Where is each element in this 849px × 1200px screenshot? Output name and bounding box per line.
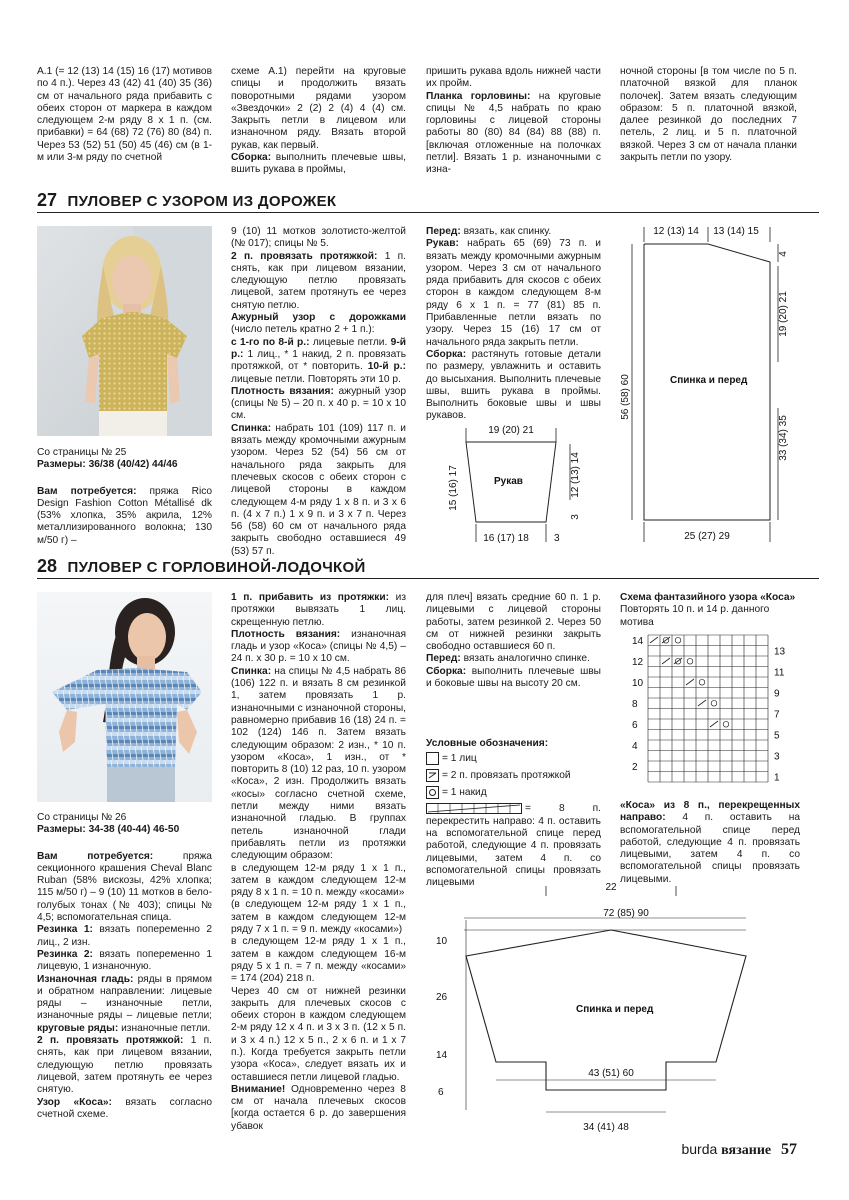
scheme-header: Схема фантазийного узора «Коса» Повторять 10 п. и 14 р. данного мотива <box>620 592 796 628</box>
s27-col-3: Перед: вязать, как спинку. Рукав: набрать 65 (69) 73 п. и вязать между кромочными ажурным узором. Через 3 см от начального ряда прибавить для скосов с обеих сторон в каждом следующем 8-м ряду 6 х 1 п. = 77 (81) 85 п. Прибавленные петли вязать по узору. Через 15 (16) 17 см от начального ряда закрыть петли. Сборка: растянуть готовые детали по размеру, увлажнить и оставить до высыхания. Выполнить плечевые швы, вшить рукава в проймы. Выполнить боковые швы и швы рукавов. <box>426 226 601 422</box>
source-ref: Со страницы № 26 <box>37 812 127 823</box>
source-ref: Со страницы № 25 <box>37 447 127 458</box>
decrease-mark <box>710 721 718 727</box>
section-title: ПУЛОВЕР С ГОРЛОВИНОЙ-ЛОДОЧКОЙ <box>67 559 366 576</box>
dim-top-1: 12 (13) 14 <box>653 226 699 237</box>
body-label: Спинка и перед <box>670 375 748 386</box>
section-28-header <box>37 556 819 579</box>
row-number-left: 6 <box>632 720 638 731</box>
row-number-left: 4 <box>632 741 638 752</box>
decrease-symbol-icon <box>426 769 439 782</box>
kosa-note: «Коса» из 8 п., перекрещенных направо: 4 п. оставить на вспомогательной спице перед работой, следующие 4 п. провязать лицевыми, затем 4 п. со вспомогательной спицы провязать лицевыми. <box>620 800 800 885</box>
dim-right: 12 (13) 14 <box>570 452 581 498</box>
row-number-left: 10 <box>632 678 644 689</box>
legend-title: Условные обозначения: <box>426 738 549 749</box>
row-number-left: 12 <box>632 657 644 668</box>
row-number-right: 1 <box>774 772 780 784</box>
dim-left: 56 (58) 60 <box>620 374 631 420</box>
brand-name: burda <box>681 1141 718 1157</box>
yarn-over-mark <box>675 637 681 643</box>
s27-col-2: 9 (10) 11 мотков золотисто-желтой (№ 017); спицы № 5. 2 п. провязать протяжкой: 1 п. снять, как при лицевом вязании, следующую петлю провязать лицевой, затем протянуть ее через снятую петлю. Ажурный узор с дорожками (число петель кратно 2 + 1 п.): с 1-го по 8-й р.: лицевые петли. 9-й р.: 1 лиц., * 1 накид, 2 п. провязать протяжкой, от * повторить. 10-й р.: лицевые петли. Повторять эти 10 р. Плотность вязания: ажурный узор (спицы № 5) – 20 п. x 40 р. = 10 x 10 см. Спинка: набрать 101 (109) 117 п. и вязать между кромочными ажурным узором. Через 52 (54) 56 см от начального ряда закрыть для плечевых скосов с обеих сторон с лицевой стороны в каждом следующем 4-м ряду 1 х 8 п. и 3 х 6 п. (4 х 7 п.) 1 х 9 п. и 3 х 7 п. Через 56 (58) 60 см от начального ряда закрыть свободно оставшиеся 49 (53) 57 п. <box>231 226 406 557</box>
row-number-right: 11 <box>774 667 785 679</box>
legend-item: = 1 лиц <box>426 752 601 765</box>
cable-symbol-icon <box>426 803 522 814</box>
decrease-mark <box>662 658 670 664</box>
row-number-left: 8 <box>632 699 638 710</box>
sweater-photo-27 <box>37 226 212 436</box>
body-diagram-28 <box>426 880 796 1140</box>
dim-bottom-r: 3 <box>554 533 560 544</box>
row-number-left: 2 <box>632 762 638 773</box>
page-footer <box>681 1141 797 1159</box>
dim-left: 15 (16) 17 <box>448 465 459 511</box>
legend <box>426 738 601 890</box>
dim-small: 3 <box>570 514 581 520</box>
s27-intro: Со страницы № 25 Размеры: 36/38 (40/42) 44/46 Вам потребуется: пряжа Rico Design Fashion Cotton Métallisé dk (53% хлопка, 35% акрила, 12% металлизированного волокна; 130 м/50 г) – <box>37 447 212 546</box>
yarn-over-mark <box>711 700 717 706</box>
s28-intro: Со страницы № 26 Размеры: 34-38 (40-44) 46-50 Вам потребуется: пряжа секционного крашения Cheval Blanc Ruban (58% вискозы, 42% хлопка; 115 м/50 г) – 9 (10) 11 мотков в бело-голубых тонах (№ 403); спицы № 4,5; вспомогательная спица. Резинка 1: вязать попеременно 2 лиц., 2 изн. Резинка 2: вязать попеременно 1 лицевую, 1 изнаночную. Изнаночная гладь: ряды в прямом и обратном направлении: лицевые ряды – изнаночные петли, изнаночные ряды – лицевые петли; круговые ряды: изнаночные петли. 2 п. провязать протяжкой: 1 п. снять, как при лицевом вязании, следующую петлю провязать лицевой, затем протянуть ее через снятую. Узор «Коса»: вязать согласно счетной схеме. <box>37 812 213 1120</box>
decrease-mark <box>698 700 706 706</box>
top-col-4: ночной стороны [в том числе по 5 п. платочной вязкой для планок полочек]. Затем вязать следующим образом: 5 п. платочной вязкой, далее резинкой до последних 7 петель, 2 лиц. и 5 п. платочной вязкой. Через 3 см от начала планки закрыть петли по узору. <box>620 66 797 164</box>
dim-top: 22 <box>605 882 617 893</box>
dim-r1: 4 <box>778 251 789 257</box>
row-number-right: 9 <box>774 688 780 700</box>
dim-bottom: 16 (17) 18 <box>483 533 529 544</box>
top-col-3: пришить рукава вдоль нижней части их пройм. Планка горловины: на круговые спицы № 4,5 набрать по краю горловины с лицевой стороны работы 80 (80) 84 (84) 88 (88) п. [включая отложенные на полочках петли]. Вязать 1 р. изнаночными с изна- <box>426 66 601 176</box>
s28-col-2: 1 п. прибавить из протяжки: из протяжки вывязать 1 лиц. скрещенную петлю. Плотность вязания: изнаночная гладь и узор «Коса» (спицы № 4,5) – 24 п. x 30 р. = 10 x 10 см. Спинка: на спицы № 4,5 набрать 86 (106) 122 п. и вязать 8 см резинкой 1, затем провязать 1 р. изнаночными с изнаночной стороны, равномерно прибавив 16 (18) 24 п. = 102 (124) 146 п. Затем вязать следующим образом: 2 изн., * 10 п. узором «Коса», 1 изн., от * повторить 8 (10) 12 раз, 10 п. узором «Коса», 2 изн. Продолжить вязать «косы» согласно счетной схеме, петли между ними вязать изнаночной гладью. В группах петель изнаночной глади прибавлять петли из протяжки следующим образом: в следующем 12-м ряду 1 х 1 п., затем в каждом следующем 12-м ряду 8 х 1 п. = 10 п. между «косами» (в следующем 12-м ряду 1 х 1 п., затем в каждом следующем 12-м ряду 7 х 1 п. = 9 п. между «косами») в следующем 12-м ряду 1 х 1 п., затем в каждом следующем 16-м ряду 5 х 1 п. = 7 п. между «косами» = 174 (204) 218 п. Через 40 см от нижней резинки закрыть для плечевых скосов с обеих сторон в каждом следующем 2-м ряду 12 х 4 п. и 3 х 3 п. (12 х 5 п. и 3 х 4 п.) 12 х 5 п., 2 х 6 п. и 1 х 7 п.). Когда требуется закрыть петли узора «Коса», следует вязать их и оставшиеся петли лицевой гладью. Внимание! Одновременно через 8 см от начала плечевых скосов [когда остается 6 р. до завершения убавок <box>231 592 406 1132</box>
dim-h3: 14 <box>436 1050 448 1061</box>
sweater-photo-28 <box>37 592 212 802</box>
dim-w2: 43 (51) 60 <box>588 1068 634 1079</box>
dim-h2: 26 <box>436 992 448 1003</box>
yarn-over-mark <box>687 658 693 664</box>
dim-w3: 34 (41) 48 <box>583 1122 629 1133</box>
yarn-over-mark <box>699 679 705 685</box>
section-number: 27 <box>37 190 58 210</box>
body-diagram-27 <box>620 222 805 552</box>
dim-w1: 72 (85) 90 <box>603 908 649 919</box>
sleeve-diagram <box>426 420 601 550</box>
row-number-right: 13 <box>774 646 786 658</box>
knit-symbol-icon <box>426 752 439 765</box>
row-number-right: 3 <box>774 751 780 763</box>
section-title: ПУЛОВЕР С УЗОРОМ ИЗ ДОРОЖЕК <box>67 193 337 210</box>
body-label: Спинка и перед <box>576 1004 654 1015</box>
legend-item: = 1 накид <box>426 786 601 799</box>
yarn-over-symbol-icon <box>426 786 439 799</box>
row-number-right: 5 <box>774 730 780 742</box>
magazine-name: вязание <box>721 1143 772 1158</box>
dim-h1: 10 <box>436 936 448 947</box>
s28-col-3: для плеч] вязать средние 60 п. 1 р. лицевыми с лицевой стороны работы, затем резинкой 2. Через 50 см от нижней резинки закрыть свободно оставшиеся 60 п. Перед: вязать аналогично спинке. Сборка: выполнить плечевые швы и боковые швы на высоту 20 см. <box>426 592 601 690</box>
dim-h4: 6 <box>438 1087 444 1098</box>
yarn-over-mark <box>723 721 729 727</box>
row-number-right: 7 <box>774 709 780 721</box>
dim-r3: 33 (34) 35 <box>778 415 789 461</box>
dim-bottom: 25 (27) 29 <box>684 531 730 542</box>
sleeve-label: Рукав <box>494 476 523 487</box>
dim-r2: 19 (20) 21 <box>778 291 789 337</box>
top-col-1: A.1 (= 12 (13) 14 (15) 16 (17) мотивов по 4 п.). Через 43 (42) 41 (40) 35 (36) см от начального ряда прибавить с обеих сторон от маркера в каждом следующем 2-м ряду 8 х 1 п. (см. прибавки) = 64 (68) 72 (76) 80 (84) п. Через 53 (52) 51 (50) 45 (46) см (в 1-м или 3-м ряду по счетной <box>37 66 212 164</box>
dim-top: 19 (20) 21 <box>488 425 534 436</box>
section-27-header <box>37 190 819 213</box>
section-number: 28 <box>37 556 58 576</box>
page-number: 57 <box>781 1141 797 1158</box>
kosa-chart <box>620 627 800 797</box>
decrease-mark <box>686 679 694 685</box>
legend-item: = 2 п. провязать протяжкой <box>426 769 601 782</box>
row-number-left: 14 <box>632 636 644 647</box>
dim-top-2: 13 (14) 15 <box>713 226 759 237</box>
decrease-mark <box>650 637 658 643</box>
top-col-2: схеме А.1) перейти на круговые спицы и продолжить вязать поворотными рядами узором «Звездочки» 2 (2) 2 (4) 4 (4) см. Закрыть петли в лицевом или изнаночном ряду. Вязать второй рукав, как первый. Сборка: выполнить плечевые швы, вшить рукава в проймы, <box>231 66 406 176</box>
legend-item: = 8 п. перекрестить направо: 4 п. оставить на вспомогательной спице перед работой, следующие 4 п. провязать лицевыми, затем 4 п. со вспомогательной спицы провязать лицевыми <box>426 803 601 889</box>
